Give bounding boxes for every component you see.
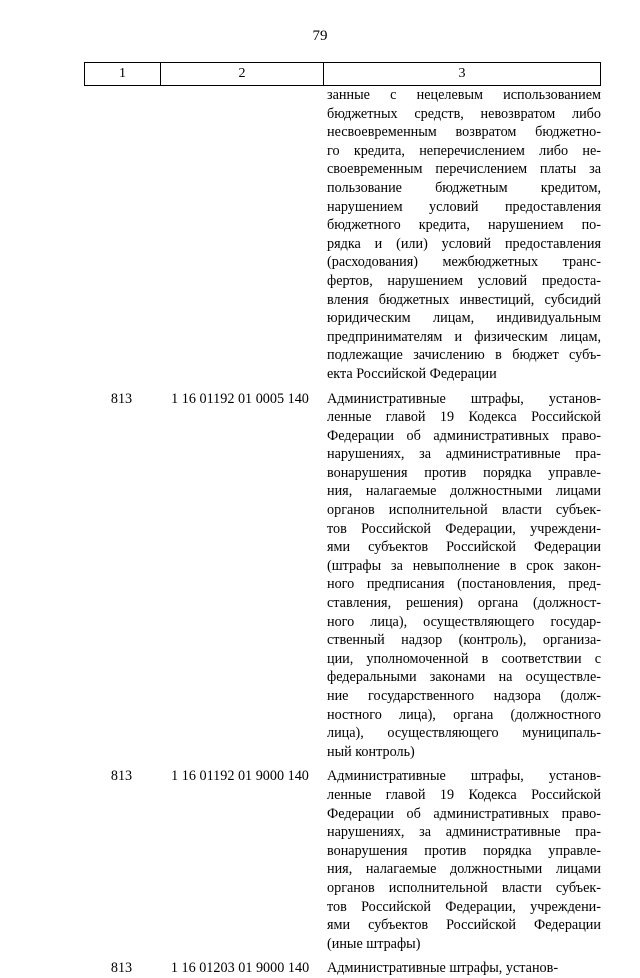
description-cell — [321, 959, 601, 978]
description-line: лица), осуществляющего муниципаль- — [327, 725, 601, 742]
description-line: Федерации об административных право- — [327, 427, 601, 444]
description-line: Федерации об административных право- — [327, 805, 601, 822]
description-line: ностного лица), органа (должностного — [327, 706, 601, 723]
description-line: тов Российской Федерации, учреждени- — [327, 520, 601, 537]
budget-code-cell: 1 16 01192 01 0005 140 — [171, 390, 309, 407]
admin-code-cell: 813 — [110, 390, 133, 407]
description-line: ния, налагаемые должностными лицами — [327, 483, 601, 500]
admin-code-cell — [84, 86, 159, 384]
description-line: вонарушения против порядка управле- — [327, 464, 601, 481]
description-line: органов исполнительной власти субъек- — [327, 502, 601, 519]
table-row — [84, 390, 601, 762]
description-line: нарушениях, за административные пра- — [327, 824, 601, 841]
header-col-1: 1 — [85, 63, 161, 85]
table-row — [84, 86, 601, 384]
description-line: ями субъектов Российской Федерации — [327, 917, 601, 934]
description-cell — [321, 767, 601, 953]
description-line: ния, налагаемые должностными лицами — [327, 861, 601, 878]
description-line: предпринимателям и физическим лицам, — [327, 328, 601, 345]
header-col-2: 2 — [161, 63, 324, 85]
description-line: (расходования) межбюджетных транс- — [327, 254, 601, 271]
table-body — [84, 86, 601, 978]
table-row — [84, 767, 601, 953]
description-line: ный контроль) — [327, 743, 415, 760]
description-line: ние государственного надзора (долж- — [327, 688, 601, 704]
description-line: ственный надзор (контроль), организа- — [327, 632, 601, 649]
description-line: нарушениях, за административные пра- — [327, 446, 601, 463]
description-line: (иные штрафы) — [327, 935, 421, 952]
table-header — [84, 62, 601, 86]
admin-code-cell: 813 — [110, 960, 133, 977]
description-line: ями субъектов Российской Федерации — [327, 539, 601, 556]
description-line: подлежащие зачислению в бюджет субъ- — [327, 347, 601, 364]
description-line: ленные главой 19 Кодекса Российской — [327, 409, 601, 426]
description-line: ного предписания (постановления, пред- — [327, 576, 601, 593]
description-line: рядка и (или) условий предоставления — [327, 235, 601, 252]
description-line: фертов, нарушением условий предоста- — [327, 272, 601, 289]
description-line: несвоевременным возвратом бюджетно- — [327, 124, 601, 141]
budget-code-cell: 1 16 01192 01 9000 140 — [171, 768, 309, 785]
description-line: органов исполнительной власти субъек- — [327, 879, 601, 896]
description-cell — [321, 390, 601, 762]
description-line: тов Российской Федерации, учреждени- — [327, 898, 601, 915]
description-line: (штрафы за невыполнение в срок закон- — [327, 557, 601, 574]
description-line: вления бюджетных инвестиций, субсидий — [327, 291, 601, 308]
description-line: пользование бюджетным кредитом, — [327, 179, 601, 196]
description-line: Административные штрафы, установ- — [327, 390, 601, 407]
header-col-3: 3 — [458, 66, 466, 81]
page-number: 79 — [312, 28, 328, 44]
description-line: бюджетного кредита, нарушением по- — [327, 217, 601, 234]
description-line: ции, уполномоченной в соответствии с — [327, 650, 601, 667]
description-line: юридическим лицам, индивидуальным — [327, 310, 601, 327]
description-cell — [321, 86, 601, 384]
table-row — [84, 959, 601, 978]
budget-code-cell: 1 16 01203 01 9000 140 — [170, 960, 310, 977]
description-line: федеральными законами на осуществле- — [327, 669, 601, 686]
description-line: Административные штрафы, установ- — [327, 960, 559, 977]
description-line: ставления, решения) органа (должност- — [327, 595, 601, 612]
description-line: ленные главой 19 Кодекса Российской — [327, 786, 601, 803]
description-line: Административные штрафы, установ- — [327, 768, 601, 785]
description-line: нарушением условий предоставления — [327, 198, 601, 215]
admin-code-cell: 813 — [110, 768, 133, 785]
description-line: екта Российской Федерации — [327, 365, 497, 382]
description-line: ного лица), осуществляющего государ- — [327, 613, 601, 630]
description-line: занные с нецелевым использованием — [327, 87, 601, 103]
description-line: го кредита, неперечислением либо не- — [327, 142, 601, 159]
description-line: своевременным перечислением платы за — [327, 161, 601, 178]
budget-code-cell — [159, 86, 321, 384]
description-line: бюджетных средств, невозвратом либо — [327, 105, 601, 122]
description-line: вонарушения против порядка управле- — [327, 842, 601, 859]
